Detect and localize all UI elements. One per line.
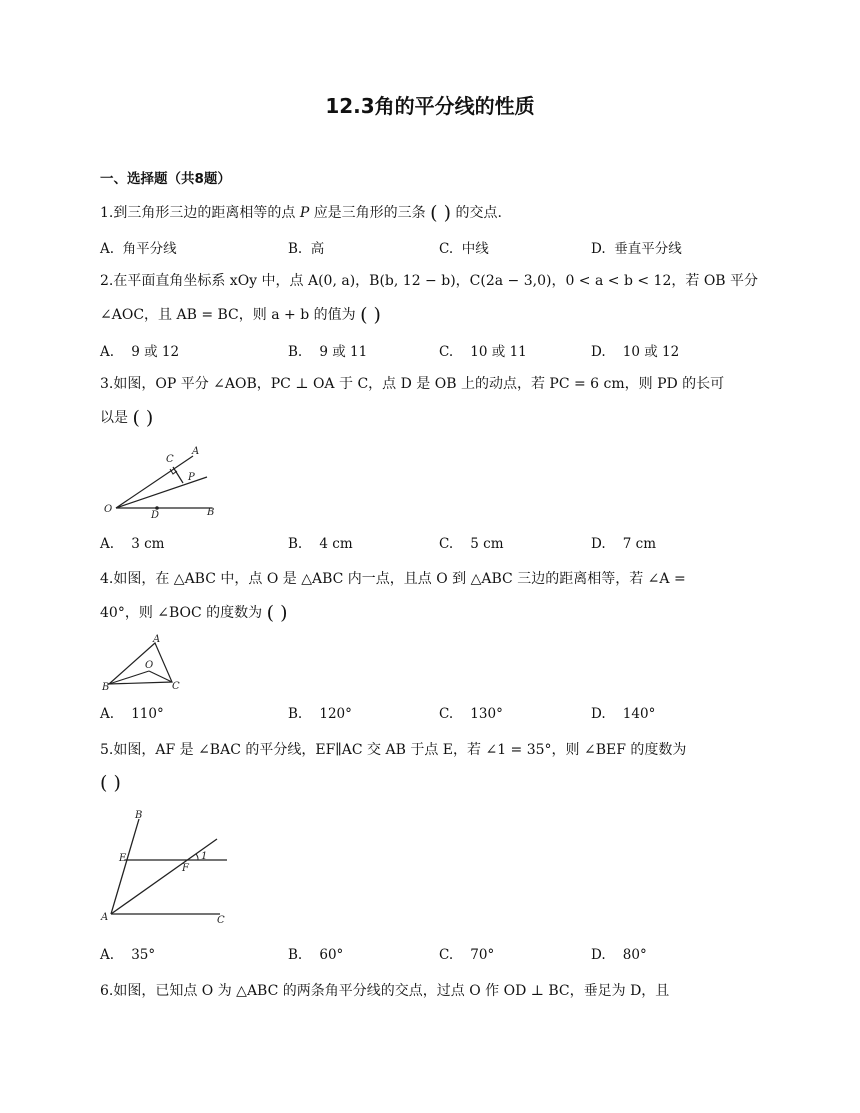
q1-option-c[interactable]: C. 中线 <box>439 241 489 257</box>
q5-answer-blank[interactable]: ( ) <box>100 772 121 794</box>
q1-prefix: 1.到三角形三边的距离相等的点 <box>100 205 296 221</box>
q2-option-a[interactable]: A. 9 或 12 <box>100 344 180 360</box>
label-p: P <box>188 472 195 483</box>
q2-option-b[interactable]: B. 9 或 11 <box>288 344 368 360</box>
ray-ab <box>111 819 139 914</box>
q4-line-2-text: 40°，则 ∠BOC 的度数为 <box>100 605 263 621</box>
question-5-line-2 <box>100 773 762 793</box>
q1-option-b[interactable]: B. 高 <box>288 241 325 257</box>
q2-option-c[interactable]: C. 10 或 11 <box>439 344 527 360</box>
q5-figure <box>100 810 235 928</box>
q4-option-d[interactable]: D. 140° <box>591 706 656 722</box>
q4-option-c[interactable]: C. 130° <box>439 706 503 722</box>
q1-mid: 应是三角形的三条 <box>313 205 426 221</box>
q5-option-a[interactable]: A. 35° <box>100 947 156 963</box>
q3-figure <box>100 442 230 522</box>
label-o: O <box>145 660 154 671</box>
question-6-line-1: 6.如图，已知点 O 为 △ABC 的两条角平分线的交点，过点 O 作 OD ⊥ BC，垂足为 D，且 <box>100 983 670 999</box>
q3-option-a[interactable]: A. 3 cm <box>100 536 165 552</box>
q4-option-b[interactable]: B. 120° <box>288 706 352 722</box>
q1-option-a[interactable]: A. 角平分线 <box>100 241 177 257</box>
q2-options <box>100 340 762 360</box>
label-e: E <box>119 853 127 864</box>
question-1-text <box>100 203 762 223</box>
q4-option-a[interactable]: A. 110° <box>100 706 164 722</box>
q3-options <box>100 536 762 556</box>
q3-option-c[interactable]: C. 5 cm <box>439 536 504 552</box>
label-f: F <box>182 863 189 874</box>
q1-var: P <box>299 205 310 221</box>
q3-line-2-text: 以是 <box>100 410 128 426</box>
question-3-line-1: 3.如图，OP 平分 ∠AOB，PC ⊥ OA 于 C，点 D 是 OB 上的动点，若 PC = 6 cm，则 PD 的长可 <box>100 376 725 392</box>
label-d: D <box>151 510 160 521</box>
segment-pc <box>173 467 183 483</box>
question-3-line-2 <box>100 408 762 428</box>
label-a: A <box>192 446 200 457</box>
question-5-line-1: 5.如图，AF 是 ∠BAC 的平分线，EF∥AC 交 AB 于点 E，若 ∠1 = 35°，则 ∠BEF 的度数为 <box>100 742 687 758</box>
q5-option-c[interactable]: C. 70° <box>439 947 495 963</box>
label-a: A <box>153 634 161 645</box>
q2-option-d[interactable]: D. 10 或 12 <box>591 344 680 360</box>
label-o: O <box>104 504 113 515</box>
question-4-line-1: 4.如图，在 △ABC 中，点 O 是 △ABC 内一点，且点 O 到 △ABC 三边的距离相等，若 ∠A = <box>100 571 686 587</box>
q1-suffix: 的交点. <box>455 205 502 221</box>
q3-answer-blank[interactable]: ( ) <box>132 407 154 429</box>
label-1: 1 <box>201 851 208 862</box>
question-2-line-2 <box>100 305 762 325</box>
q3-option-b[interactable]: B. 4 cm <box>288 536 353 552</box>
angle-1-arc <box>196 854 198 860</box>
q4-figure <box>100 633 190 695</box>
label-b: B <box>135 810 143 821</box>
question-2-line-1: 2.在平面直角坐标系 xOy 中，点 A(0, a)，B(b, 12 − b)，C(2a − 3,0)，0 < a < b < 12，若 OB 平分 <box>100 273 759 289</box>
section-heading: 一、选择题（共8题） <box>100 171 231 187</box>
q5-options <box>100 947 762 967</box>
ray-oa <box>116 456 193 508</box>
q2-answer-blank[interactable]: ( ) <box>360 304 381 326</box>
label-c: C <box>172 681 180 692</box>
page-title: 12.3角的平分线的性质 <box>325 94 535 118</box>
q1-answer-blank[interactable]: ( ) <box>430 202 452 224</box>
q5-option-d[interactable]: D. 80° <box>591 947 647 963</box>
q1-options <box>100 237 762 257</box>
segment-bo <box>109 671 149 684</box>
label-c: C <box>217 915 225 926</box>
q5-option-b[interactable]: B. 60° <box>288 947 344 963</box>
label-b: B <box>207 507 215 518</box>
question-4-line-2 <box>100 603 762 623</box>
q1-option-d[interactable]: D. 垂直平分线 <box>591 241 682 257</box>
label-c: C <box>166 454 174 465</box>
q4-answer-blank[interactable]: ( ) <box>266 602 288 624</box>
q4-options <box>100 706 762 726</box>
label-a: A <box>101 912 109 923</box>
q3-option-d[interactable]: D. 7 cm <box>591 536 657 552</box>
label-b: B <box>102 682 110 693</box>
q2-line-2-text: ∠AOC，且 AB = BC，则 a + b 的值为 <box>100 307 356 323</box>
